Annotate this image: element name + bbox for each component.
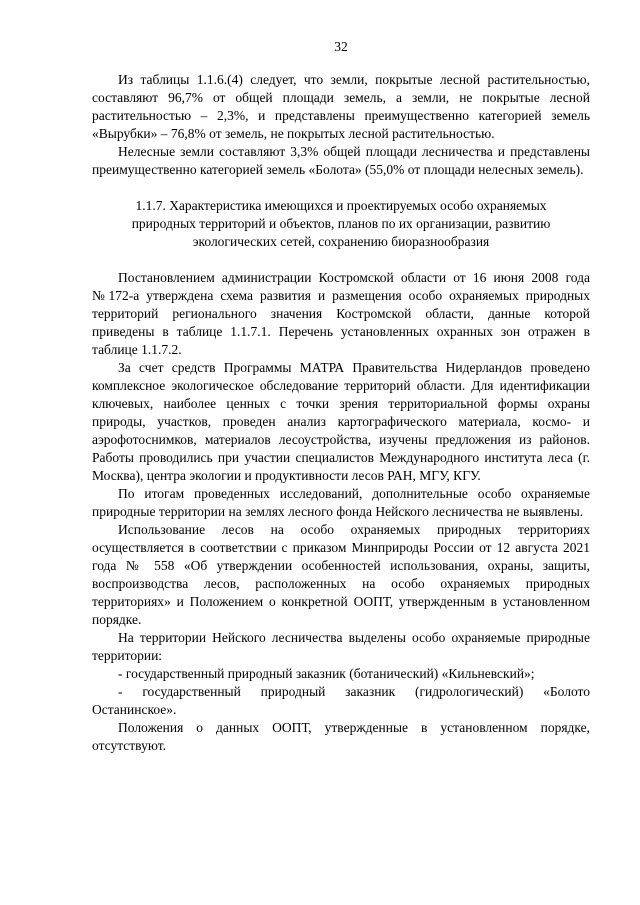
paragraph: Нелесные земли составляют 3,3% общей площади лесничества и представлены преимущественно категорией земель «Болота» (55,0% от площади нелесных земель).	[92, 144, 590, 177]
spacer	[92, 251, 590, 269]
paragraph: Из таблицы 1.1.6.(4) следует, что земли, покрытые лесной растительностью, составляют 96,7% от общей площади земель, а земли, не покрытые лесной растительностью – 2,3%, и представлены преимущественно категорией земель «Вырубки» – 76,8% от земель, не покрытых лесной растительностью.	[92, 72, 590, 141]
paragraph: Положения о данных ООПТ, утвержденные в установленном порядке, отсутствуют.	[92, 720, 590, 753]
paragraph: По итогам проведенных исследований, дополнительные особо охраняемые природные территории на землях лесного фонда Нейского лесничества не выявлены.	[92, 486, 590, 519]
paragraph: На территории Нейского лесничества выделены особо охраняемые природные территории:	[92, 630, 590, 663]
paragraph: Использование лесов на особо охраняемых природных территориях осуществляется в соответствии с приказом Минприроды России от 12 августа 2021 года № 558 «Об утверждении особенностей использования, охраны, защиты, воспроизводства лесов, расположенных на особо охраняемых природных территориях» и Положением о конкретной ООПТ, утвержденным в установленном порядке.	[92, 522, 590, 627]
spacer	[92, 179, 590, 197]
paragraph: Постановлением администрации Костромской области от 16 июня 2008 года №172-а утверждена схема развития и размещения особо охраняемых природных территорий регионального значения Костромской области, данные которой приведены в таблице 1.1.7.1. Перечень установленных охранных зон отражен в таблице 1.1.7.2.	[92, 270, 590, 357]
section-heading: 1.1.7. Характеристика имеющихся и проектируемых особо охраняемых природных территорий и объектов, планов по их организации, развитию экологических сетей, сохранению биоразнообразия	[131, 198, 551, 249]
list-item: - государственный природный заказник (ботанический) «Кильневский»;	[118, 666, 535, 681]
page-number: 32	[334, 39, 348, 54]
list-item: - государственный природный заказник (гидрологический) «Болото Останинское».	[92, 684, 590, 717]
paragraph: За счет средств Программы МАТРА Правительства Нидерландов проведено комплексное экологическое обследование территорий области. Для идентификации ключевых, наиболее ценных с точки зрения территориальной формы охраны природы, участков, проведен анализ картографического материала, космо- и аэрофотоснимков, материалов лесоустройства, изучены предложения из районов. Работы проводились при участии специалистов Международного института леса (г. Москва), центра экологии и продуктивности лесов РАН, МГУ, КГУ.	[92, 360, 590, 483]
